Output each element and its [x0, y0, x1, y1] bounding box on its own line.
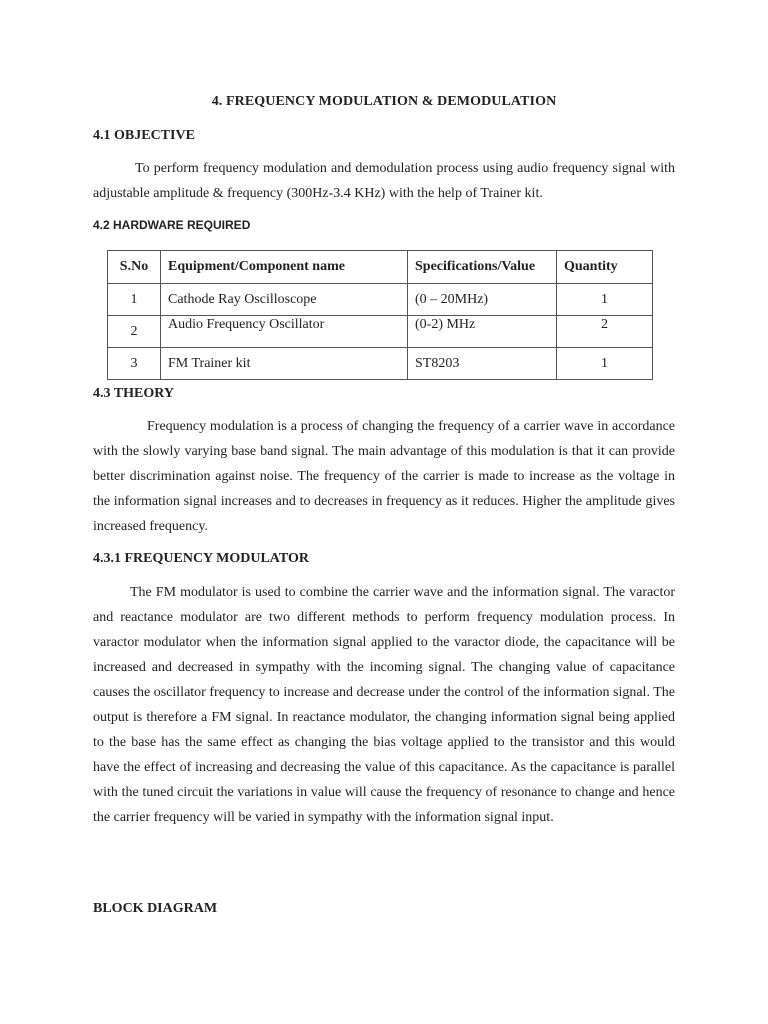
table-row	[108, 348, 653, 380]
table-cell: Audio Frequency Oscillator	[161, 316, 408, 348]
table-header-cell: Specifications/Value	[408, 251, 557, 284]
table-cell: 1	[557, 348, 653, 380]
table-header-row	[108, 251, 653, 284]
theory-heading: 4.3 THEORY	[93, 386, 174, 401]
objective-paragraph: To perform frequency modulation and demodulation process using audio frequency signal with adjustable amplitude & frequency (300Hz-3.4 KHz) with the help of Trainer kit.	[93, 161, 675, 201]
table-cell: 1	[557, 284, 653, 316]
table-cell: (0 – 20MHz)	[408, 284, 557, 316]
table-cell: 2	[108, 316, 161, 348]
table-header-cell: Equipment/Component name	[161, 251, 408, 284]
theory-paragraph: Frequency modulation is a process of changing the frequency of a carrier wave in accordance with the slowly varying base band signal. The main advantage of this modulation is that it can provide better discrimination against noise. The frequency of the carrier is made to increase as the voltage in the information signal increases and to decreases in frequency as it reduces. Higher the amplitude gives increased frequency.	[93, 419, 675, 534]
table-cell: 2	[557, 316, 653, 348]
hardware-table	[107, 250, 653, 380]
page-title: 4. FREQUENCY MODULATION & DEMODULATION	[211, 94, 557, 109]
hardware-heading: 4.2 HARDWARE REQUIRED	[93, 218, 251, 232]
table-cell: Cathode Ray Oscilloscope	[161, 284, 408, 316]
table-header-cell: S.No	[108, 251, 161, 284]
modulator-paragraph: The FM modulator is used to combine the carrier wave and the information signal. The varactor and reactance modulator are two different methods to perform frequency modulation process. In varactor modulator when the information signal applied to the varactor diode, the capacitance will be increased and decreased in sympathy with the incoming signal. The changing value of capacitance causes the oscillator frequency to increase and decrease under the control of the information signal. The output is therefore a FM signal. In reactance modulator, the changing information signal being applied to the base has the same effect as changing the bias voltage applied to the transistor and this would have the effect of increasing and decreasing the value of this capacitance. As the capacitance is parallel with the tuned circuit the variations in value will cause the frequency of resonance to change and hence the carrier frequency will be varied in sympathy with the information signal input.	[93, 585, 675, 825]
table-cell: 3	[108, 348, 161, 380]
table-cell: 1	[108, 284, 161, 316]
table-header-cell: Quantity	[557, 251, 653, 284]
modulator-heading: 4.3.1 FREQUENCY MODULATOR	[93, 551, 309, 566]
objective-heading: 4.1 OBJECTIVE	[93, 128, 195, 143]
block-diagram-heading: BLOCK DIAGRAM	[93, 901, 218, 916]
table-cell: FM Trainer kit	[161, 348, 408, 380]
table-cell: (0-2) MHz	[408, 316, 557, 348]
table-cell: ST8203	[408, 348, 557, 380]
table-row	[108, 284, 653, 316]
table-row	[108, 316, 653, 348]
